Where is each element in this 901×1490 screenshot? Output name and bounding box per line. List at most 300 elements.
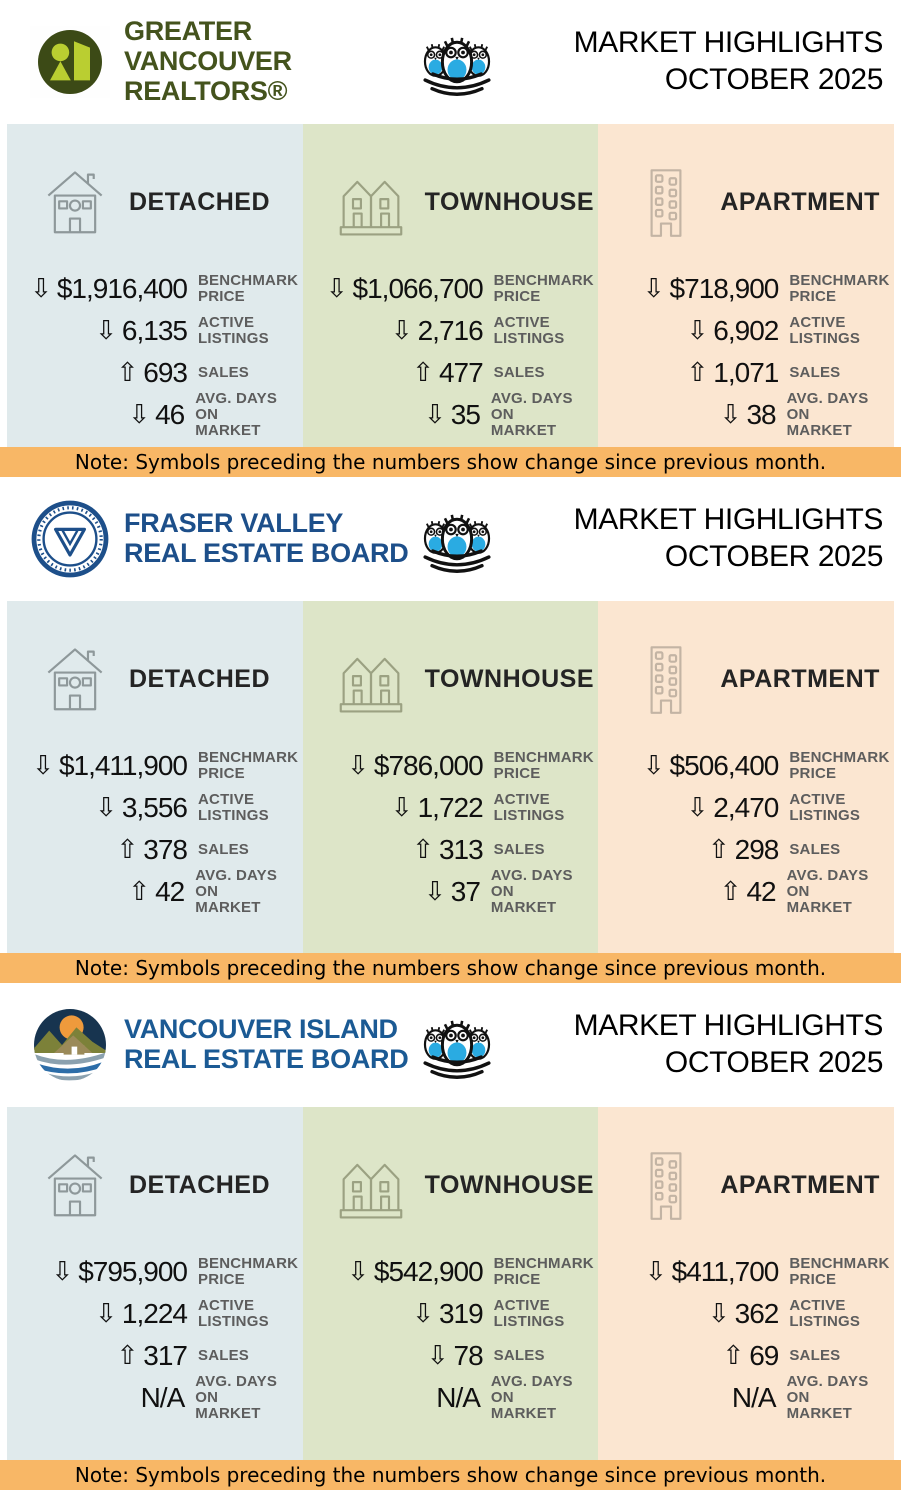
stat-value <box>598 1256 778 1288</box>
change-arrow-icon: ⇧ <box>128 877 151 907</box>
stat-row <box>598 745 894 787</box>
stat-number: 319 <box>438 1298 483 1329</box>
stat-number: 317 <box>143 1340 187 1371</box>
column-title: APARTMENT <box>720 664 880 693</box>
stat-label-line: LISTINGS <box>493 1313 565 1330</box>
change-arrow-icon: ⇩ <box>686 316 709 346</box>
stat-label-line: PRICE <box>198 1271 245 1288</box>
stats-list <box>7 268 303 439</box>
stat-label-line: BENCHMARK <box>493 272 594 289</box>
stat-value <box>303 876 480 908</box>
change-arrow-icon: ⇩ <box>423 400 446 430</box>
board-name-line1: GREATER VANCOUVER <box>124 16 292 77</box>
stat-label-line: ACTIVE <box>493 791 550 808</box>
stat-label-line: LISTINGS <box>789 330 861 347</box>
stat-row <box>598 787 894 829</box>
stat-label-line: PRICE <box>789 765 837 782</box>
column-header <box>7 643 303 715</box>
market-highlights-line1: MARKET HIGHLIGHTS <box>573 503 883 537</box>
column-title: DETACHED <box>129 187 271 216</box>
stat-row <box>303 352 599 394</box>
stat-row <box>598 1335 894 1377</box>
stat-label-line: SALES <box>789 364 841 381</box>
change-arrow-icon: ⇩ <box>95 1299 117 1329</box>
detached-column <box>7 124 303 447</box>
note-text: Note: Symbols preceding the numbers show change since previous month. <box>74 1463 827 1487</box>
column-title: APARTMENT <box>720 1170 880 1199</box>
stat-label <box>494 365 545 381</box>
stat-number: 378 <box>143 834 187 865</box>
stat-row <box>598 390 894 439</box>
detached-column <box>7 1107 303 1460</box>
column-header <box>598 643 894 715</box>
detached-house-icon <box>39 643 111 715</box>
stat-label <box>198 792 269 824</box>
stat-label-line: SALES <box>493 841 545 858</box>
stats-list <box>303 745 599 916</box>
stat-label <box>491 391 598 439</box>
stat-label-line: PRICE <box>789 1271 837 1288</box>
change-arrow-icon: ⇧ <box>116 1341 139 1371</box>
board-name <box>124 17 414 106</box>
change-arrow-icon: ⇧ <box>707 835 730 865</box>
townhouse-column <box>303 601 599 953</box>
stat-value <box>303 792 483 824</box>
stat-label-line: ACTIVE <box>789 1297 846 1314</box>
owls-nest-icon <box>414 22 500 102</box>
stat-value <box>7 1298 187 1330</box>
column-title: APARTMENT <box>720 187 880 216</box>
stat-value <box>7 792 187 824</box>
board-name-line1: VANCOUVER ISLAND <box>124 1014 398 1045</box>
stat-row <box>7 1293 303 1335</box>
stat-label-line: SALES <box>198 1347 250 1364</box>
change-arrow-icon: ⇧ <box>412 358 434 388</box>
column-header <box>303 643 599 715</box>
stats-list <box>303 268 599 439</box>
stat-label <box>198 1348 249 1364</box>
column-header <box>303 166 599 238</box>
apartment-column <box>598 1107 894 1460</box>
stat-number: 78 <box>453 1340 483 1371</box>
apartment-column <box>598 601 894 953</box>
townhouse-icon <box>335 1149 407 1221</box>
stat-row <box>598 1293 894 1335</box>
stat-row <box>7 867 303 916</box>
column-header <box>303 1149 599 1221</box>
stat-number: 37 <box>450 876 480 907</box>
stat-value <box>303 399 480 431</box>
stat-label-line: PRICE <box>493 765 541 782</box>
stats-list <box>303 1251 599 1422</box>
change-arrow-icon: ⇩ <box>426 1341 449 1371</box>
stat-row <box>7 829 303 871</box>
stat-label-line: MARKET <box>786 422 852 439</box>
stat-label <box>494 1348 545 1364</box>
stat-value <box>303 1340 483 1372</box>
stat-value <box>303 357 483 389</box>
stat-value <box>598 834 778 866</box>
change-arrow-icon: ⇩ <box>128 400 151 430</box>
stat-label-line: ACTIVE <box>789 791 846 808</box>
stat-value <box>598 750 778 782</box>
apartment-building-icon <box>630 643 702 715</box>
stat-number: 38 <box>746 399 776 430</box>
stat-label-line: AVG. DAYS ON <box>195 390 278 423</box>
stat-label <box>787 868 894 916</box>
stat-value <box>303 315 483 347</box>
stat-row <box>303 829 599 871</box>
stat-label-line: PRICE <box>493 288 541 305</box>
stat-row <box>598 310 894 352</box>
stat-row <box>7 352 303 394</box>
section-header <box>0 0 901 124</box>
stat-label-line: PRICE <box>198 765 245 782</box>
stat-label-line: AVG. DAYS ON <box>490 867 573 900</box>
market-highlights-line1: MARKET HIGHLIGHTS <box>573 26 883 60</box>
stat-number: 42 <box>155 876 185 907</box>
change-arrow-icon: ⇧ <box>722 1341 745 1371</box>
stat-row <box>598 1251 894 1293</box>
stat-label-line: MARKET <box>490 1405 557 1422</box>
column-title: TOWNHOUSE <box>424 664 594 693</box>
stat-label-line: AVG. DAYS ON <box>786 390 869 423</box>
stat-label-line: ACTIVE <box>198 791 255 808</box>
change-arrow-icon: ⇩ <box>325 274 348 304</box>
stat-value <box>7 1256 187 1288</box>
stat-value <box>7 315 187 347</box>
column-header <box>7 1149 303 1221</box>
change-arrow-icon: ⇩ <box>32 751 54 781</box>
stat-label <box>198 315 269 347</box>
stat-label-line: SALES <box>789 841 841 858</box>
stat-label <box>789 792 860 824</box>
gvr-market-section <box>0 0 901 477</box>
stat-row <box>303 1251 599 1293</box>
column-title: TOWNHOUSE <box>424 1170 594 1199</box>
stat-number: $718,900 <box>669 273 779 304</box>
board-name-line1: FRASER VALLEY <box>124 508 344 539</box>
change-arrow-icon: ⇩ <box>51 1257 74 1287</box>
stat-number: $795,900 <box>78 1256 187 1287</box>
stat-row <box>303 310 599 352</box>
change-arrow-icon: ⇧ <box>719 877 742 907</box>
board-name-line2: REAL ESTATE BOARD <box>124 1044 409 1074</box>
apartment-building-icon <box>630 166 702 238</box>
stat-label-line: SALES <box>198 841 250 858</box>
stat-label <box>195 1374 302 1422</box>
stat-label <box>789 365 840 381</box>
stat-label <box>789 273 889 305</box>
stat-number: 298 <box>734 834 779 865</box>
stat-label <box>789 1256 889 1288</box>
stat-number: 477 <box>438 357 483 388</box>
stat-value <box>7 399 184 431</box>
market-highlights-line2: OCTOBER 2025 <box>664 63 883 96</box>
stat-label-line: SALES <box>789 1347 841 1364</box>
section-header <box>0 983 901 1107</box>
stat-label <box>195 868 302 916</box>
detached-house-icon <box>39 1149 111 1221</box>
stat-number: 2,716 <box>417 315 483 346</box>
stat-value <box>7 876 184 908</box>
stat-label <box>787 1374 894 1422</box>
stat-number: 1,722 <box>417 792 483 823</box>
stat-label-line: BENCHMARK <box>198 749 299 766</box>
stat-number: 1,071 <box>713 357 779 388</box>
stat-label <box>491 868 598 916</box>
stat-label-line: MARKET <box>195 422 261 439</box>
stat-row <box>598 268 894 310</box>
change-arrow-icon: ⇩ <box>347 1257 369 1287</box>
stat-label <box>787 391 894 439</box>
stat-label <box>198 842 249 858</box>
stat-label-line: MARKET <box>786 899 852 916</box>
change-arrow-icon: ⇩ <box>719 400 742 430</box>
column-header <box>598 166 894 238</box>
stat-number: 2,470 <box>713 792 779 823</box>
stat-label-line: AVG. DAYS ON <box>490 1373 573 1406</box>
stat-value <box>303 834 483 866</box>
change-arrow-icon: ⇧ <box>116 358 139 388</box>
townhouse-column <box>303 1107 599 1460</box>
stat-value <box>303 750 483 782</box>
stat-value <box>7 834 187 866</box>
market-highlights-title <box>500 25 884 98</box>
stats-list <box>598 745 894 916</box>
stat-label-line: LISTINGS <box>493 330 565 347</box>
stat-label-line: AVG. DAYS ON <box>195 867 278 900</box>
stat-label-line: PRICE <box>493 1271 541 1288</box>
board-name <box>124 509 408 568</box>
note-text: Note: Symbols preceding the numbers show change since previous month. <box>74 956 827 980</box>
stat-label <box>198 1298 269 1330</box>
stat-number: 46 <box>155 399 185 430</box>
gvr-logo-icon <box>30 22 110 102</box>
stat-label-line: LISTINGS <box>493 807 565 824</box>
apartment-building-icon <box>630 1149 702 1221</box>
stat-value <box>598 1382 775 1414</box>
stat-number: N/A <box>140 1382 185 1413</box>
stat-label <box>494 842 545 858</box>
stat-label <box>789 315 860 347</box>
note-text: Note: Symbols preceding the numbers show change since previous month. <box>74 450 827 474</box>
stat-row <box>7 268 303 310</box>
stat-row <box>7 1251 303 1293</box>
change-arrow-icon: ⇩ <box>642 751 665 781</box>
stat-number: $1,411,900 <box>58 750 187 781</box>
stat-number: 69 <box>749 1340 779 1371</box>
stat-label <box>494 273 594 305</box>
stat-label <box>198 750 298 782</box>
stat-label-line: AVG. DAYS ON <box>786 867 869 900</box>
stat-value <box>303 273 483 305</box>
stat-number: N/A <box>436 1382 480 1413</box>
stat-label-line: MARKET <box>195 1405 261 1422</box>
stat-row <box>303 1335 599 1377</box>
stat-row <box>7 1373 303 1422</box>
stat-value <box>598 876 775 908</box>
stat-label-line: LISTINGS <box>789 807 861 824</box>
stat-label-line: BENCHMARK <box>493 749 594 766</box>
detached-column <box>7 601 303 953</box>
change-arrow-icon: ⇩ <box>347 751 369 781</box>
townhouse-icon <box>335 166 407 238</box>
note-bar <box>0 953 901 983</box>
stat-number: $786,000 <box>373 750 483 781</box>
stat-label-line: MARKET <box>195 899 261 916</box>
stat-label-line: LISTINGS <box>198 807 269 824</box>
stat-label <box>494 792 565 824</box>
stat-label <box>494 315 565 347</box>
stat-row <box>7 390 303 439</box>
stat-row <box>7 787 303 829</box>
stat-label-line: SALES <box>493 1347 545 1364</box>
stat-number: 313 <box>438 834 483 865</box>
stat-value <box>598 792 778 824</box>
stat-value <box>303 1256 483 1288</box>
detached-house-icon <box>39 166 111 238</box>
stat-label-line: ACTIVE <box>493 314 550 331</box>
stats-list <box>598 268 894 439</box>
stat-row <box>598 352 894 394</box>
board-name <box>124 1015 408 1074</box>
apartment-column <box>598 124 894 447</box>
change-arrow-icon: ⇧ <box>686 358 709 388</box>
stat-number: 362 <box>734 1298 779 1329</box>
stat-row <box>303 787 599 829</box>
stat-number: 693 <box>143 357 187 388</box>
stat-label-line: LISTINGS <box>198 1313 269 1330</box>
stats-columns <box>0 124 901 447</box>
board-name-line2: REALTORS® <box>124 75 288 106</box>
stat-label <box>198 365 249 381</box>
stat-label-line: MARKET <box>786 1405 852 1422</box>
column-header <box>598 1149 894 1221</box>
column-header <box>7 166 303 238</box>
stat-label-line: AVG. DAYS ON <box>195 1373 278 1406</box>
stat-label <box>494 750 594 782</box>
stat-label-line: BENCHMARK <box>198 1255 299 1272</box>
stat-row <box>598 867 894 916</box>
stat-value <box>303 1382 480 1414</box>
vireb-logo-icon <box>30 1005 110 1085</box>
stat-value <box>303 1298 483 1330</box>
change-arrow-icon: ⇩ <box>95 316 117 346</box>
stat-number: N/A <box>731 1382 776 1413</box>
change-arrow-icon: ⇩ <box>644 1257 667 1287</box>
stat-label-line: AVG. DAYS ON <box>490 390 573 423</box>
market-highlights-line2: OCTOBER 2025 <box>664 540 883 573</box>
stats-columns <box>0 601 901 953</box>
change-arrow-icon: ⇩ <box>686 793 709 823</box>
stat-label <box>789 842 840 858</box>
stat-label-line: BENCHMARK <box>789 749 890 766</box>
stat-row <box>303 1373 599 1422</box>
stat-row <box>303 867 599 916</box>
stat-label <box>494 1256 594 1288</box>
stat-label-line: ACTIVE <box>493 1297 550 1314</box>
change-arrow-icon: ⇩ <box>30 274 52 304</box>
stat-number: 1,224 <box>121 1298 187 1329</box>
column-title: TOWNHOUSE <box>424 187 594 216</box>
column-title: DETACHED <box>129 1170 271 1199</box>
note-bar <box>0 1460 901 1490</box>
stat-label <box>195 391 302 439</box>
stat-number: $506,400 <box>669 750 779 781</box>
change-arrow-icon: ⇩ <box>423 877 446 907</box>
change-arrow-icon: ⇩ <box>95 793 117 823</box>
stat-row <box>303 268 599 310</box>
stat-label-line: PRICE <box>198 288 245 305</box>
stat-value <box>598 399 775 431</box>
stat-row <box>598 829 894 871</box>
stat-row <box>303 390 599 439</box>
stat-value <box>7 357 187 389</box>
stat-value <box>7 1340 187 1372</box>
board-brand <box>30 17 414 106</box>
stat-number: $1,066,700 <box>352 273 483 304</box>
market-highlights-title <box>500 502 884 575</box>
stat-value <box>7 750 187 782</box>
stat-number: 42 <box>746 876 776 907</box>
board-brand <box>30 499 414 579</box>
change-arrow-icon: ⇩ <box>390 316 413 346</box>
stat-label <box>789 750 889 782</box>
stat-label-line: LISTINGS <box>789 1313 861 1330</box>
stat-label-line: MARKET <box>490 422 557 439</box>
change-arrow-icon: ⇩ <box>642 274 665 304</box>
stat-label-line: BENCHMARK <box>493 1255 594 1272</box>
stat-value <box>598 1340 778 1372</box>
note-bar <box>0 447 901 477</box>
stat-number: $411,700 <box>671 1256 779 1287</box>
owls-nest-icon <box>414 499 500 579</box>
stat-row <box>7 745 303 787</box>
stat-label <box>494 1298 565 1330</box>
stat-label <box>198 1256 298 1288</box>
board-name-line2: REAL ESTATE BOARD <box>124 538 409 568</box>
market-highlights-line2: OCTOBER 2025 <box>664 1046 883 1079</box>
change-arrow-icon: ⇩ <box>412 1299 434 1329</box>
stat-value <box>7 273 187 305</box>
fvreb-market-section <box>0 477 901 983</box>
stat-row <box>7 1335 303 1377</box>
stat-number: $542,900 <box>373 1256 483 1287</box>
stat-label-line: MARKET <box>490 899 557 916</box>
stat-number: 35 <box>450 399 480 430</box>
stat-row <box>598 1373 894 1422</box>
stat-label-line: PRICE <box>789 288 837 305</box>
change-arrow-icon: ⇩ <box>707 1299 730 1329</box>
stats-list <box>7 1251 303 1422</box>
townhouse-icon <box>335 643 407 715</box>
stat-number: 6,902 <box>713 315 779 346</box>
change-arrow-icon: ⇧ <box>116 835 139 865</box>
fvreb-logo-icon <box>30 499 110 579</box>
stat-value <box>598 357 778 389</box>
stat-number: 3,556 <box>121 792 187 823</box>
stat-label <box>198 273 298 305</box>
stats-list <box>598 1251 894 1422</box>
stat-label-line: BENCHMARK <box>789 1255 890 1272</box>
stat-value <box>598 315 778 347</box>
vireb-market-section <box>0 983 901 1490</box>
stat-label-line: SALES <box>198 364 250 381</box>
stat-label-line: LISTINGS <box>198 330 269 347</box>
section-header <box>0 477 901 601</box>
stats-list <box>7 745 303 916</box>
